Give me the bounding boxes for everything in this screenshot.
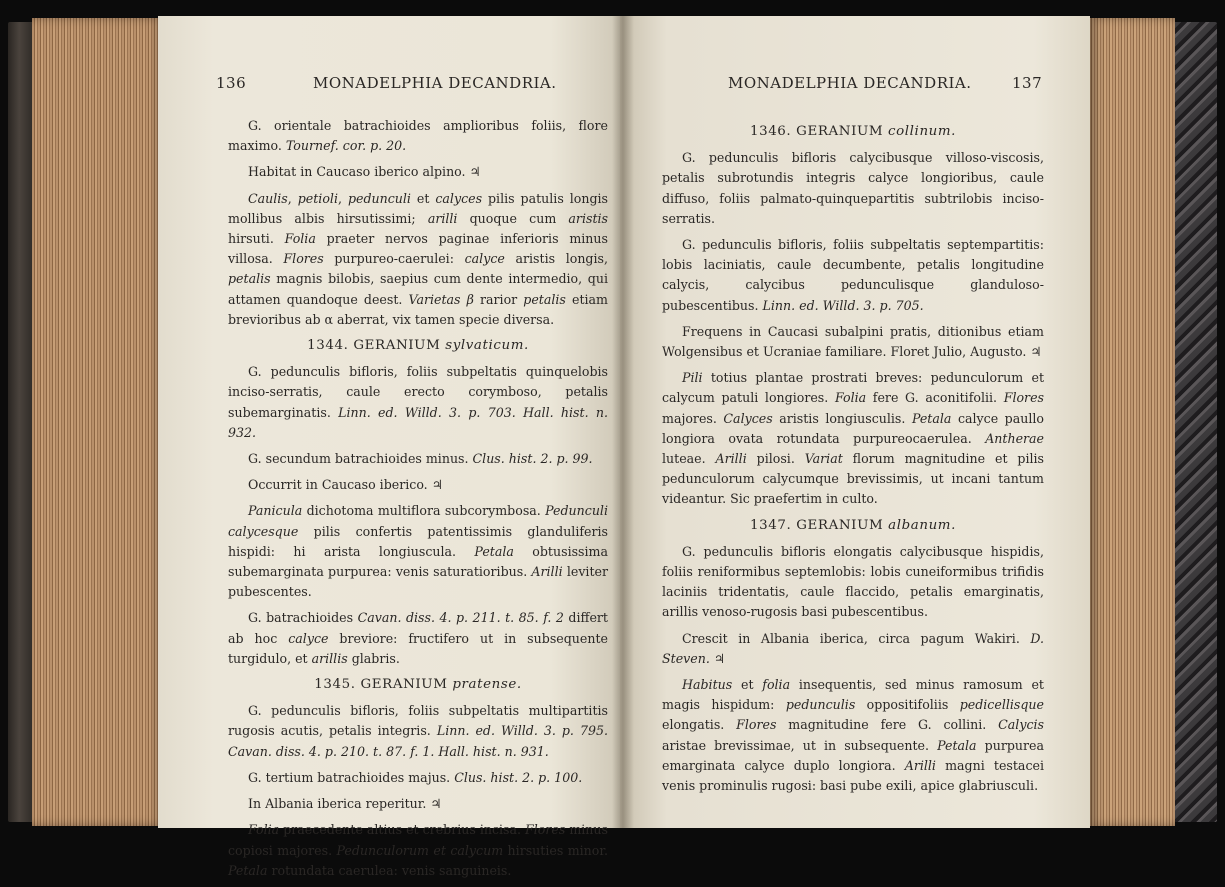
text-segment: aristis (568, 210, 608, 226)
paragraph (662, 368, 1044, 509)
text-segment: Caulis (248, 190, 288, 206)
text-segment: aristis longis, (504, 251, 608, 267)
paragraph (228, 162, 608, 182)
text-segment: Petala (474, 543, 514, 559)
paragraph (228, 608, 608, 669)
text-segment: elongatis. (662, 717, 737, 733)
page-number-right: 137 (1012, 74, 1043, 92)
text-segment: G. orientale batrachioides amplioribus foliis, flore maximo. (228, 118, 608, 154)
text-segment: Variat (804, 451, 843, 467)
text-segment: G. pedunculis bifloris, foliis subpeltatis septempartitis: lobis laciniatis, caule decumbente, petalis longitudine calycis, calycibus pedunculisque glanduloso-pubescentibus. (662, 237, 1044, 313)
text-segment: hirsuti. (228, 231, 285, 247)
text-segment: majores. (662, 410, 724, 426)
running-head-right: MONADELPHIA DECANDRIA. (728, 74, 972, 92)
text-segment: minus copiosi majores. (228, 822, 608, 858)
text-segment: Linn. ed. Willd. 3. p. 795. Cavan. diss. 4. p. 210. t. 87. f. 1. Hall. hist. n. 931. (228, 723, 608, 759)
text-segment: , (287, 190, 298, 206)
text-segment: florum magnitudine et pilis pedunculorum calycumque brevissimis, ut incani tantum videantur. Sic praefertim in culto. (662, 451, 1044, 507)
text-segment: Habitus (682, 677, 733, 693)
book-gutter (612, 16, 634, 828)
page-edges-left (32, 18, 164, 826)
text-segment: G. secundum batrachioides minus. (248, 451, 473, 467)
text-segment: folia (762, 677, 791, 693)
text-segment: et (732, 677, 763, 693)
text-segment: D. Steven. (662, 630, 1044, 666)
text-segment: calyce paullo longiora ovata rotundata purpureocaerulea. (662, 410, 1044, 446)
text-segment: In Albania iberica reperitur. ♃ (248, 796, 442, 812)
text-segment: breviore: fructifero ut in subsequente turgidulo, et (228, 630, 608, 666)
text-segment: Flores (525, 822, 566, 838)
paragraph (228, 794, 608, 814)
text-segment: pilis confertis patentissimis glanduliferis hispidi: hi arista longiuscula. (228, 523, 608, 559)
text-segment: calyce (288, 630, 329, 646)
text-segment: pedicellisque (959, 697, 1044, 713)
text-segment: praeter nervos paginae inferioris minus villosa. (228, 231, 608, 267)
text-segment: Pedunculorum et calycum (336, 842, 504, 858)
text-segment: , (337, 190, 348, 206)
text-segment: quoque cum (457, 210, 569, 226)
text-segment: Cavan. diss. 4. p. 211. t. 85. f. 2 (357, 610, 564, 626)
text-segment: Folia (248, 822, 280, 838)
paragraph (228, 501, 608, 602)
text-segment: Tournef. cor. p. 20. (285, 138, 407, 154)
paragraph (662, 235, 1044, 316)
paragraph (228, 475, 608, 495)
text-segment: magnitudine fere G. collini. (776, 717, 999, 733)
text-segment: G. batrachioides (248, 610, 358, 626)
text-segment: Flores (736, 717, 777, 733)
text-segment: differt ab hoc (228, 610, 608, 646)
running-head-left: MONADELPHIA DECANDRIA. (313, 74, 557, 92)
right-page-text (662, 116, 1044, 802)
text-segment: hirsuties minor. (503, 842, 608, 858)
species-heading (228, 336, 608, 356)
text-segment: Folia (284, 231, 316, 247)
text-segment: 1344. GERANIUM (307, 338, 446, 354)
text-segment: oppositifoliis (855, 697, 960, 713)
text-segment: Calyces (723, 410, 773, 426)
right-page (620, 16, 1090, 828)
text-segment: leviter pubescentes. (228, 564, 608, 600)
text-segment: aristis longiusculis. (772, 410, 912, 426)
paragraph (662, 322, 1044, 362)
text-segment: praecedente altius et crebrius incisa. (279, 822, 526, 838)
text-segment: magnis bilobis, saepius cum dente intermedio, qui attamen quandoque deest. (228, 271, 608, 307)
text-segment: Panicula (248, 503, 303, 519)
text-segment: purpurea emarginata calyce duplo longiora. (662, 737, 1044, 773)
paragraph (228, 768, 608, 788)
text-segment: et (410, 190, 436, 206)
text-segment: obtusissima subemarginata purpurea: venis saturatioribus. (228, 543, 608, 580)
text-segment: collinum. (888, 124, 957, 139)
text-segment: Pili (682, 370, 703, 386)
text-segment: petioli (297, 190, 338, 206)
text-segment: Petala (228, 862, 268, 878)
text-segment: Clus. hist. 2. p. 99. (472, 451, 593, 467)
text-segment: G. pedunculis bifloris, foliis subpeltatis quinquelobis inciso-serratis, caule erecto corymboso, petalis subemarginatis. (228, 364, 608, 420)
text-segment: rarior (473, 291, 524, 307)
text-segment: rotundata caerulea: venis sanguineis. (267, 862, 512, 878)
book-cover-right (1173, 22, 1217, 822)
text-segment: Varietas β (408, 291, 474, 307)
text-segment: ♃ (709, 650, 726, 666)
text-segment: Petala (911, 410, 952, 426)
paragraph (228, 362, 608, 443)
paragraph (228, 449, 608, 469)
text-segment: pratense. (452, 677, 522, 693)
text-segment: pilis patulis longis mollibus albis hirsutissimi; (228, 190, 608, 226)
text-segment: magni testacei venis prominulis rugosi: basi pube exili, apice glabriusculi. (662, 757, 1044, 794)
text-segment: Petala (937, 737, 977, 753)
text-segment: petalis (228, 271, 271, 287)
text-segment: Frequens in Caucasi subalpini pratis, ditionibus etiam Wolgensibus et Ucraniae familiare. Floret Julio, Augusto. ♃ (662, 323, 1044, 360)
text-segment: sylvaticum. (445, 338, 529, 354)
text-segment: pedunculi (347, 190, 411, 206)
text-segment: arilli (427, 210, 458, 226)
text-segment: Occurrit in Caucaso iberico. ♃ (248, 477, 443, 493)
text-segment: Arilli (715, 451, 747, 467)
page-edges-right (1089, 18, 1175, 826)
text-segment: aristae brevissimae, ut in subsequente. (662, 737, 938, 753)
species-heading (228, 675, 608, 695)
text-segment: Crescit in Albania iberica, circa pagum Wakiri. (682, 630, 1031, 646)
text-segment: Arilli (904, 757, 936, 773)
text-segment: calyce (464, 251, 505, 267)
text-segment: dichotoma multiflora subcorymbosa. (302, 503, 546, 519)
paragraph (228, 820, 608, 881)
text-segment: Linn. ed. Willd. 3. p. 705. (762, 297, 924, 313)
text-segment: pedunculis (785, 697, 856, 713)
text-segment: petalis (523, 291, 566, 307)
text-segment: albanum. (888, 517, 956, 533)
left-page (158, 16, 620, 878)
text-segment: Folia (834, 390, 867, 406)
text-segment: 1347. GERANIUM (750, 517, 889, 533)
text-segment: Flores (283, 251, 324, 267)
page-number-left: 136 (216, 74, 247, 92)
text-segment: G. pedunculis bifloris elongatis calycibusque hispidis, foliis reniformibus septemlobis: lobis cuneiformibus trifidis laciniis tridentatis, caule flaccido, petalis emarginatis, arillis venoso-rugosis basi pubescentibus. (662, 543, 1044, 620)
text-segment: totius plantae prostrati breves: pedunculorum et calycum patuli longiores. (662, 370, 1044, 406)
text-segment: Arilli (531, 564, 563, 580)
text-segment: Calycis (998, 717, 1044, 733)
text-segment: Pedunculi calycesque (228, 503, 608, 539)
species-heading (662, 516, 1044, 536)
text-segment: G. tertium batrachioides majus. (248, 769, 455, 785)
text-segment: calyces (435, 190, 483, 206)
text-segment: fere G. aconitifolii. (866, 390, 1004, 406)
text-segment: G. pedunculis bifloris, foliis subpeltatis multipartitis rugosis acutis, petalis integris. (228, 703, 608, 739)
paragraph (662, 675, 1044, 796)
paragraph (662, 629, 1044, 669)
paragraph (228, 189, 608, 330)
text-segment: 1346. GERANIUM (749, 124, 889, 139)
paragraph (228, 701, 608, 762)
text-segment: insequentis, sed minus ramosum et magis hispidum: (662, 677, 1044, 713)
paragraph (662, 148, 1044, 229)
text-segment: glabris. (347, 650, 400, 666)
text-segment: Habitat in Caucaso iberico alpino. ♃ (248, 164, 481, 180)
text-segment: luteae. (662, 451, 716, 467)
text-segment: pilosi. (746, 451, 805, 467)
text-segment: G. pedunculis bifloris calycibusque villoso-viscosis, petalis subrotundis integris calyce longioribus, caule diffuso, foliis palmato-quinquepartitis subtrilobis inciso-serratis. (662, 150, 1044, 226)
text-segment: Clus. hist. 2. p. 100. (454, 769, 583, 785)
text-segment: etiam brevioribus ab α aberrat, vix tamen specie diversa. (228, 291, 609, 327)
text-segment: Linn. ed. Willd. 3. p. 703. Hall. hist. n. 932. (228, 404, 608, 440)
left-page-text (228, 116, 608, 887)
text-segment: Antherae (985, 430, 1044, 446)
text-segment: Flores (1003, 390, 1044, 406)
paragraph (662, 542, 1044, 623)
species-heading (662, 122, 1044, 142)
paragraph (228, 116, 608, 156)
text-segment: arillis (311, 650, 348, 666)
text-segment: 1345. GERANIUM (314, 677, 453, 693)
text-segment: purpureo-caerulei: (323, 251, 465, 267)
